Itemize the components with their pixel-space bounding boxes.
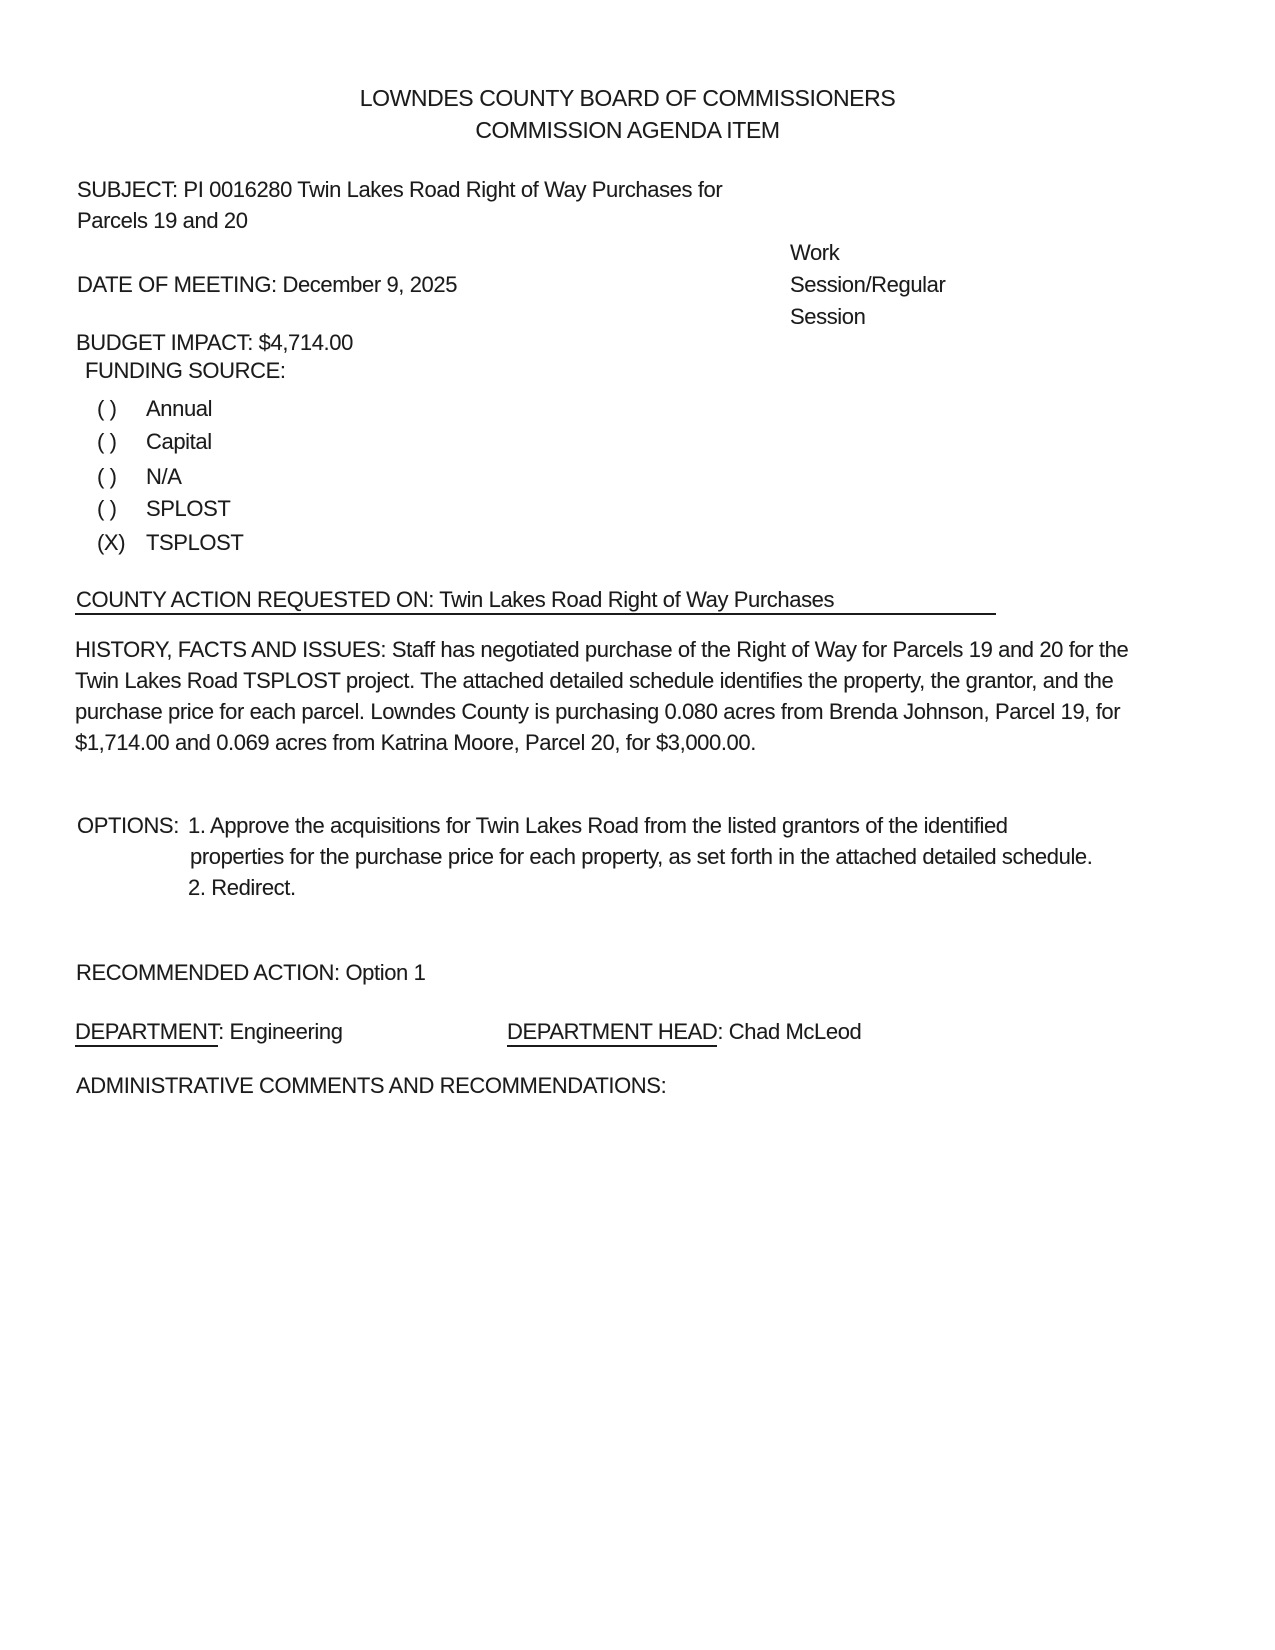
department-head-label: DEPARTMENT HEAD bbox=[507, 1019, 717, 1047]
date-of-meeting: DATE OF MEETING: December 9, 2025 bbox=[77, 272, 458, 297]
funding-option-na bbox=[97, 462, 181, 492]
funding-option-tsplost bbox=[97, 528, 243, 558]
option-line-3: 2. Redirect. bbox=[188, 875, 296, 900]
funding-option-label: N/A bbox=[146, 464, 182, 489]
session-type-line-1: Work bbox=[790, 240, 840, 265]
checkbox-mark: ( ) bbox=[97, 396, 117, 421]
options-label: OPTIONS: bbox=[77, 813, 179, 838]
subject-line-1: SUBJECT: PI 0016280 Twin Lakes Road Right of Way Purchases for bbox=[77, 177, 723, 202]
funding-option-splost bbox=[97, 494, 230, 524]
history-line-4: $1,714.00 and 0.069 acres from Katrina Moore, Parcel 20, for $3,000.00. bbox=[75, 730, 756, 755]
session-type-line-3: Session bbox=[790, 304, 866, 329]
funding-option-label: TSPLOST bbox=[146, 530, 244, 555]
funding-source-label: FUNDING SOURCE: bbox=[85, 358, 286, 383]
county-action-underline bbox=[75, 613, 996, 615]
funding-option-capital bbox=[97, 427, 212, 457]
checkbox-mark: ( ) bbox=[97, 496, 117, 521]
county-action-heading: COUNTY ACTION REQUESTED ON: Twin Lakes Road Right of Way Purchases bbox=[76, 587, 835, 612]
department-line bbox=[75, 1017, 343, 1047]
checkbox-mark: ( ) bbox=[97, 429, 117, 454]
funding-option-annual bbox=[97, 394, 212, 424]
subject-line-2: Parcels 19 and 20 bbox=[77, 208, 248, 233]
recommended-action: RECOMMENDED ACTION: Option 1 bbox=[76, 960, 426, 985]
funding-option-label: SPLOST bbox=[146, 496, 231, 521]
history-line-1: HISTORY, FACTS AND ISSUES: Staff has negotiated purchase of the Right of Way for Parcels 19 and 20 for the bbox=[75, 637, 1129, 662]
admin-comments-heading: ADMINISTRATIVE COMMENTS AND RECOMMENDATIONS: bbox=[76, 1073, 667, 1098]
page-title-line-2: COMMISSION AGENDA ITEM bbox=[475, 117, 780, 143]
department-label: DEPARTMENT bbox=[75, 1019, 218, 1047]
page-title-line-1: LOWNDES COUNTY BOARD OF COMMISSIONERS bbox=[359, 85, 896, 111]
department-head-value: : Chad McLeod bbox=[717, 1019, 862, 1044]
department-head-line bbox=[507, 1017, 861, 1047]
budget-impact: BUDGET IMPACT: $4,714.00 bbox=[76, 330, 353, 355]
history-line-3: purchase price for each parcel. Lowndes County is purchasing 0.080 acres from Brenda Johnson, Parcel 19, for bbox=[75, 699, 1121, 724]
session-type-line-2: Session/Regular bbox=[790, 272, 946, 297]
option-line-1: 1. Approve the acquisitions for Twin Lakes Road from the listed grantors of the identified bbox=[188, 813, 1008, 838]
option-line-2: properties for the purchase price for each property, as set forth in the attached detailed schedule. bbox=[190, 844, 1093, 869]
checkbox-mark: (X) bbox=[97, 530, 126, 555]
checkbox-mark: ( ) bbox=[97, 464, 117, 489]
history-line-2: Twin Lakes Road TSPLOST project. The attached detailed schedule identifies the property, the grantor, and the bbox=[75, 668, 1114, 693]
funding-option-label: Capital bbox=[146, 429, 212, 454]
funding-option-label: Annual bbox=[146, 396, 213, 421]
department-value: : Engineering bbox=[218, 1019, 343, 1044]
